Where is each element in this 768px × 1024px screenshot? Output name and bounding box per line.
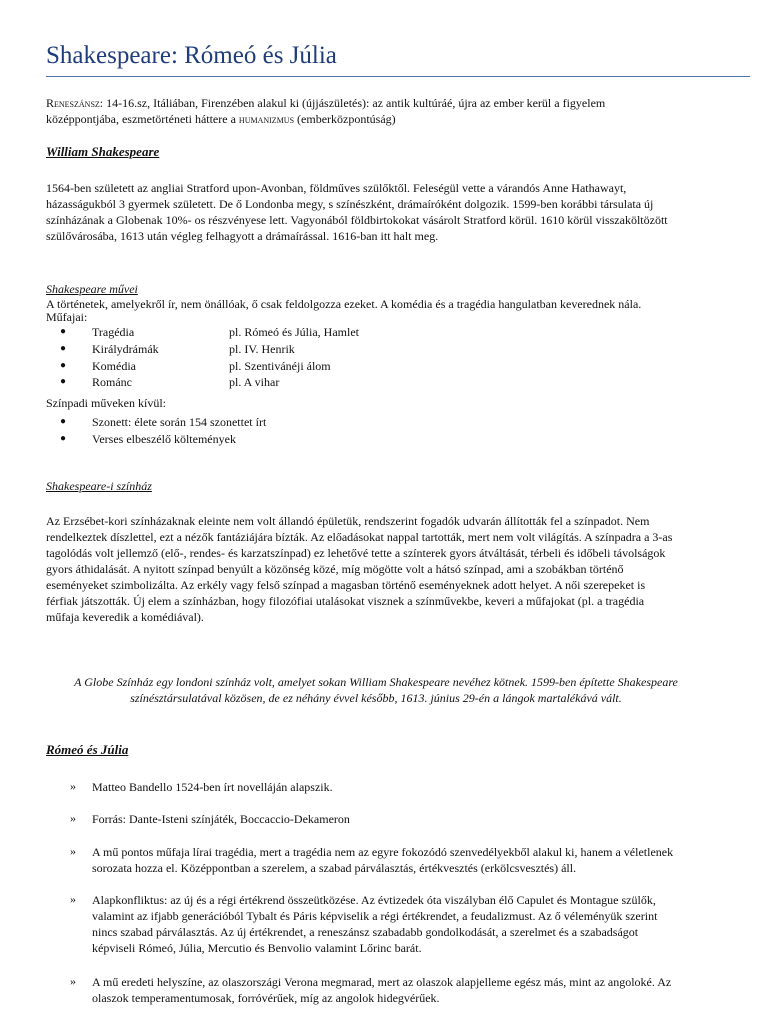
list-marker-icon: »	[70, 811, 76, 825]
intro-line-1	[46, 95, 605, 111]
list-item-line: nincs szabad párválasztás. Az új értékrendet, a reneszánsz szabadabb gondolkodását, a szerelmet és a szabadságot	[92, 925, 639, 939]
list-item-line: Alapkonfliktus: az új és a régi értékrend összeütközése. Az évtizedek óta viszályban élő Capulet és Montague szülők,	[92, 893, 656, 907]
works-genres-label: Műfajai:	[46, 310, 88, 324]
list-item-line: képviseli Rómeó, Júlia, Mercutio és Benvolio valamint Lőrinc barát.	[92, 941, 422, 955]
genre-name: Királydrámák	[92, 342, 159, 356]
bio-line: házasságukból 3 gyermek született. De ő Londonba megy, s színészként, drámaíróként dolgozik. 1599-ben korábbi társulata új	[46, 197, 654, 211]
list-item-line: A mű eredeti helyszíne, az olaszországi Verona megmarad, mert az olaszok alapjelleme egész más, mint az angoloké. Az	[92, 975, 672, 989]
list-marker-icon: »	[70, 974, 76, 988]
genre-name: Komédia	[92, 359, 136, 373]
intro-line-2-post: (emberközpontúság)	[294, 112, 396, 126]
intro-line-2-pre: középpontjába, eszmetörténeti háttere a	[46, 112, 239, 126]
genre-example: pl. Rómeó és Júlia, Hamlet	[229, 325, 359, 339]
bio-line: szülővárosába, 1613 után végleg felhagyott a drámaírással. 1616-ban itt halt meg.	[46, 229, 439, 243]
theatre-line: műfaja keveredik a komédiával).	[46, 610, 204, 624]
intro-lead: Reneszánsz	[46, 96, 100, 110]
other-work-text: Szonett: élete során 154 szonettet írt	[92, 415, 267, 429]
bio-line: 1564-ben született az angliai Stratford upon-Avonban, földműves szülőktől. Feleségül vette a várandós Anne Hathawayt,	[46, 181, 627, 195]
intro-line-2	[46, 111, 396, 127]
list-marker-icon: »	[70, 779, 76, 793]
works-intro: A történetek, amelyekről ír, nem önállóak, ő csak feldolgozza ezeket. A komédia és a tragédia hangulatban keverednek nála.	[46, 297, 642, 311]
page-title: Shakespeare: Rómeó és Júlia	[46, 42, 337, 69]
theatre-line: gyors áthidalását. A nyitott színpad benyúlt a közönség közé, míg mögötte volt a hátsó színpad, ami a szobákban történő	[46, 562, 624, 576]
genre-name: Tragédia	[92, 325, 135, 339]
theatre-line: rendelkeztek díszlettel, ezt a nézők fantáziájára bízták. Az előadásokat nappal tartották, mert nem volt világítás. A színpadra a 3-as	[46, 530, 673, 544]
list-item-line: A mű pontos műfaja lírai tragédia, mert a tragédia nem az egyre fokozódó szenvedélyekből alakul ki, hanem a véletlenek	[92, 845, 674, 859]
bullet-icon: ●	[60, 326, 67, 337]
other-works-label: Színpadi műveken kívül:	[46, 396, 166, 410]
list-marker-icon: »	[70, 844, 76, 858]
bullet-icon: ●	[60, 360, 67, 371]
genre-example: pl. IV. Henrik	[229, 342, 295, 356]
list-marker-icon: »	[70, 892, 76, 906]
bullet-icon: ●	[60, 433, 67, 444]
works-heading: Shakespeare művei	[46, 282, 138, 296]
list-item-line: Matteo Bandello 1524-ben írt novelláján alapszik.	[92, 780, 333, 794]
bullet-icon: ●	[60, 416, 67, 427]
list-item-line: olaszok temperamentumosak, forróvérűek, míg az angolok hidegvérűek.	[92, 991, 440, 1005]
intro-line-1-text: : 14-16.sz, Itáliában, Firenzében alakul ki (újjászületés): az antik kultúráé, újra az ember kerül a figyelem	[99, 96, 606, 110]
list-item-line: Forrás: Dante-Isteni színjáték, Boccaccio-Dekameron	[92, 812, 350, 826]
theatre-line: Az Erzsébet-kori színházaknak eleinte nem volt állandó épületük, rendszerint fogadók udvarán állították fel a színpadot. Nem	[46, 514, 650, 528]
other-work-text: Verses elbeszélő költemények	[92, 432, 236, 446]
theatre-line: tagolódás volt jellemző (elő-, rendes- és karzatszínpad) ez lehetővé tette a színterek gyors átváltását, térbeli és időbeli távolságok	[46, 546, 666, 560]
list-item-line: valamint az ifjabb generációból Tybalt és Páris képviselik a régi értékrendet, a feudalizmust. Az ő véleményük szerint	[92, 909, 658, 923]
bio-line: színházának a Globenak 10%- os részvényese lett. Vagyonából földbirtokokat vásárolt Stratford körül. 1610 körül visszaköltözött	[46, 213, 668, 227]
genre-example: pl. A vihar	[229, 375, 280, 389]
intro-keyword: humanizmus	[238, 112, 295, 126]
globe-caption-line: A Globe Színház egy londoni színház volt, amelyet sokan William Shakespeare nevéhez kötnek. 1599-ben építette Shakespeare	[74, 675, 678, 689]
genre-name: Románc	[92, 375, 132, 389]
bio-heading: William Shakespeare	[46, 144, 160, 159]
genre-example: pl. Szentivánéji álom	[229, 359, 331, 373]
bullet-icon: ●	[60, 376, 67, 387]
list-item-line: sorozata hozza el. Középpontban a szerelem, a szabad párválasztás, értékvesztés (erkölcsvesztés) áll.	[92, 861, 577, 875]
theatre-line: férfiak játszották. Új elem a színházban, hogy filozófiai utalásokat visznek a színművekbe, keveri a műfajokat (pl. a tragédia	[46, 594, 645, 608]
bullet-icon: ●	[60, 343, 67, 354]
theatre-line: eseményeket szimbolizálta. Az erkély vagy felső színpad a magasban történő eseményeknek adott helyet. A női szerepeket is	[46, 578, 646, 592]
title-divider	[46, 76, 750, 77]
globe-caption-line: színésztársulatával közösen, de ez néhány évvel később, 1613. június 29-én a lángok martalékává vált.	[130, 691, 622, 705]
theatre-heading: Shakespeare-i színház	[46, 479, 152, 493]
romeo-heading: Rómeó és Júlia	[46, 742, 129, 757]
